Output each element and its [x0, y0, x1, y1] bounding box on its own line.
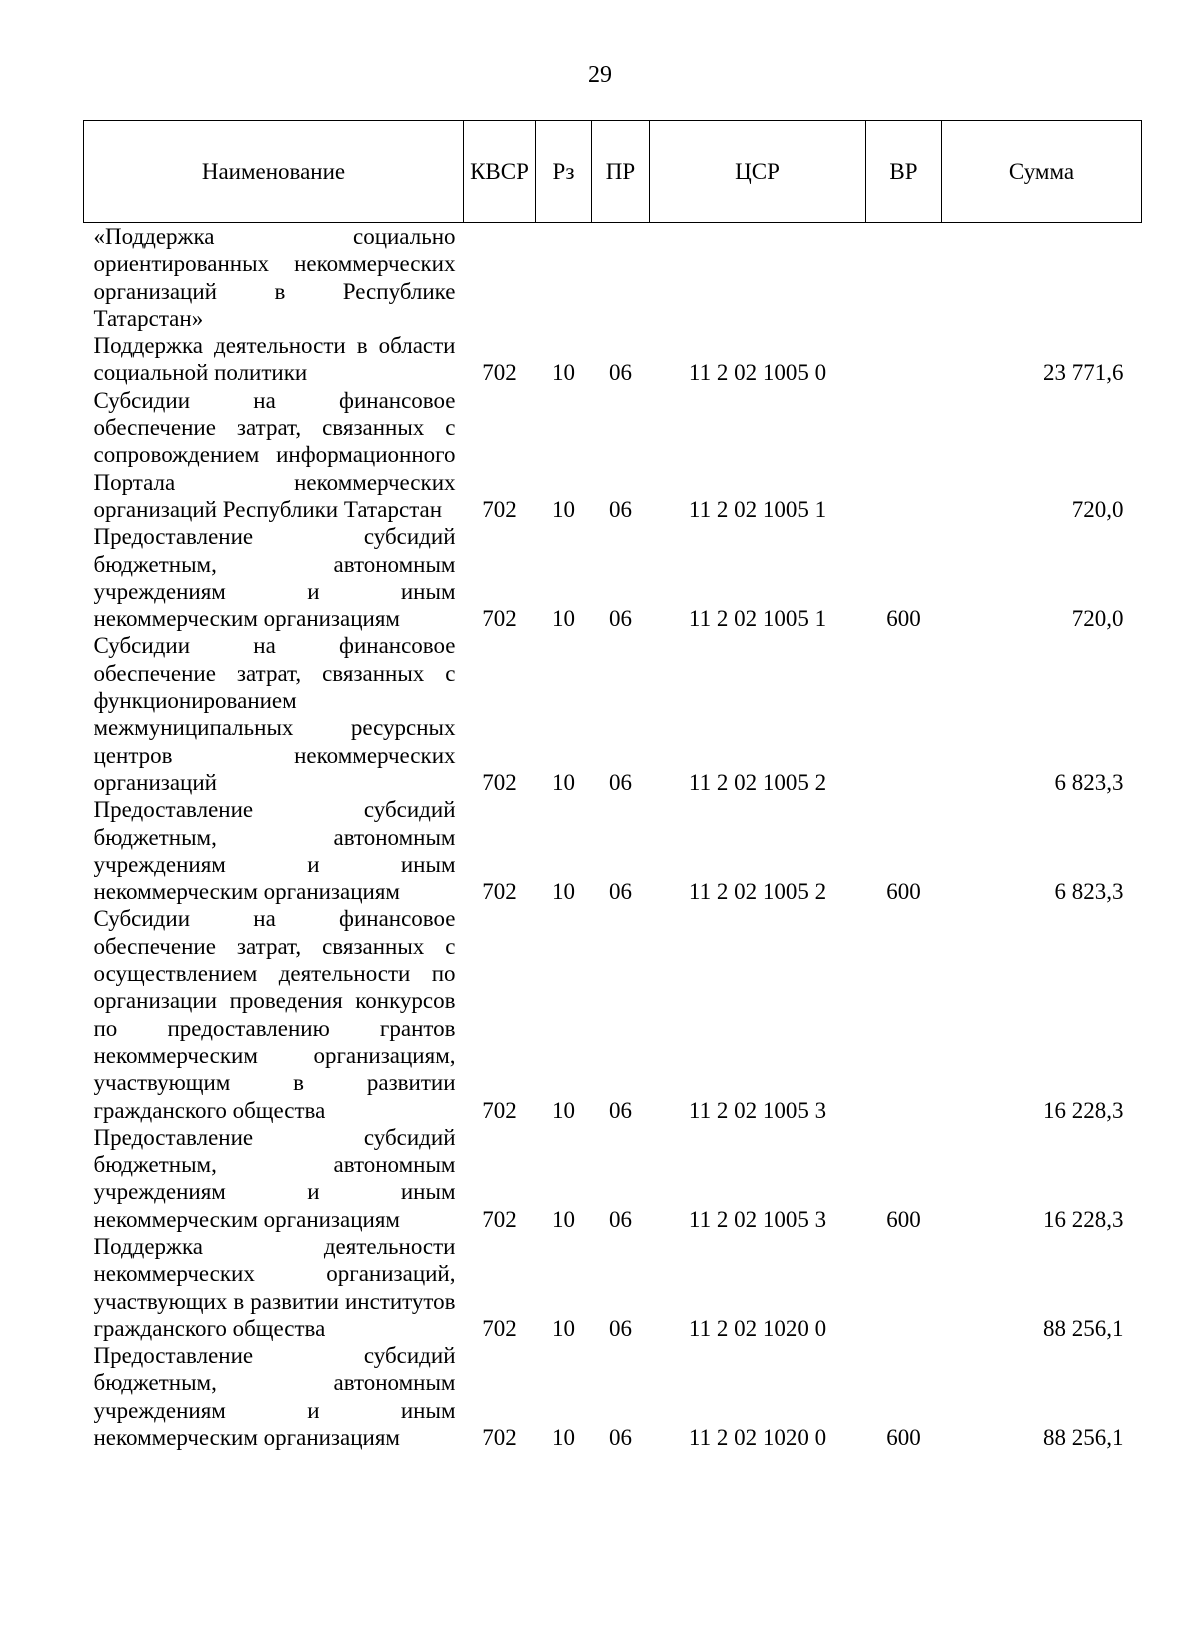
row-pr: 06: [609, 879, 632, 905]
row-rz: 10: [552, 606, 575, 632]
row-csr: 11 2 02 1005 1: [688, 496, 827, 522]
row-rz: 10: [552, 879, 575, 905]
header-vr: ВР: [866, 121, 942, 223]
table-row: [84, 387, 1142, 523]
row-pr: 06: [609, 360, 632, 386]
row-rz: 10: [552, 1425, 575, 1451]
table-row: [84, 1342, 1142, 1451]
row-vr: [866, 332, 942, 387]
header-row: [84, 121, 1142, 223]
table-row: [84, 1124, 1142, 1233]
table-header: [84, 121, 1142, 223]
row-sum: 720,0: [1071, 606, 1124, 632]
table-row: [84, 332, 1142, 387]
row-vr: 600: [886, 1206, 921, 1232]
row-name: «Поддержка социально ориентированных некоммерческих организаций в Республике Татарстан»: [93, 224, 456, 331]
row-name: Предоставление субсидий бюджетным, автономным учреждениям и иным некоммерческим организациям: [93, 524, 456, 632]
row-csr: 11 2 02 1020 0: [688, 1315, 827, 1341]
row-csr: 11 2 02 1005 3: [688, 1206, 827, 1232]
row-name: Предоставление субсидий бюджетным, автономным учреждениям и иным некоммерческим организациям: [93, 1124, 456, 1232]
budget-table: [83, 120, 1142, 1451]
row-pr: 06: [609, 1425, 632, 1451]
row-csr: 11 2 02 1005 1: [688, 606, 827, 632]
row-sum: 16 228,3: [1043, 1097, 1124, 1123]
row-csr: 11 2 02 1005 3: [688, 1097, 827, 1123]
row-sum: 88 256,1: [1043, 1425, 1124, 1451]
row-name: Субсидии на финансовое обеспечение затрат, связанных с осуществлением деятельности по организации проведения конкурсов по предоставлению грантов некоммерческим организациям, участвующим в развитии гражданского общества: [93, 906, 456, 1123]
row-csr: 11 2 02 1005 2: [688, 879, 827, 905]
header-sum: Сумма: [942, 121, 1142, 223]
table-row: [84, 1233, 1142, 1342]
row-kvsr: 702: [482, 1315, 517, 1341]
row-vr: [866, 905, 942, 1123]
table-body: [84, 223, 1142, 1452]
row-kvsr: 702: [482, 496, 517, 522]
row-pr: 06: [609, 1206, 632, 1232]
row-rz: 10: [552, 360, 575, 386]
row-sum: 6 823,3: [1054, 769, 1124, 795]
row-kvsr: 702: [482, 879, 517, 905]
row-kvsr: [464, 223, 536, 333]
row-name: Субсидии на финансовое обеспечение затрат, связанных с сопровождением информационного Портала некоммерческих организаций Республики Татарстан: [93, 387, 456, 522]
row-rz: 10: [552, 769, 575, 795]
row-vr: [866, 632, 942, 796]
row-sum: 6 823,3: [1054, 879, 1124, 905]
row-pr: 06: [609, 769, 632, 795]
row-kvsr: 702: [482, 1097, 517, 1123]
row-vr: 600: [886, 1425, 921, 1451]
row-name: Субсидии на финансовое обеспечение затрат, связанных с функционированием межмуниципальных ресурсных центров некоммерческих организаций: [93, 633, 456, 795]
row-pr: 06: [609, 496, 632, 522]
row-rz: 10: [552, 496, 575, 522]
row-pr: 06: [609, 1097, 632, 1123]
header-pr: ПР: [592, 121, 650, 223]
row-pr: [592, 223, 650, 333]
row-kvsr: 702: [482, 360, 517, 386]
row-pr: 06: [609, 606, 632, 632]
table-row: [84, 796, 1142, 905]
row-sum: 88 256,1: [1043, 1315, 1124, 1341]
row-name: Поддержка деятельности некоммерческих организаций, участвующих в развитии институтов гражданского общества: [93, 1233, 456, 1341]
row-sum: 720,0: [1071, 496, 1124, 522]
header-csr: ЦСР: [650, 121, 866, 223]
row-pr: 06: [609, 1315, 632, 1341]
header-rz: Рз: [536, 121, 592, 223]
row-sum: [942, 223, 1142, 333]
row-vr: [866, 1233, 942, 1342]
row-rz: 10: [552, 1206, 575, 1232]
row-vr: [866, 223, 942, 333]
header-kvsr: КВСР: [464, 121, 536, 223]
table-row: [84, 905, 1142, 1123]
row-csr: 11 2 02 1005 0: [688, 360, 827, 386]
row-rz: 10: [552, 1097, 575, 1123]
row-csr: [650, 223, 866, 333]
row-vr: [866, 387, 942, 523]
row-csr: 11 2 02 1005 2: [688, 769, 827, 795]
row-rz: 10: [552, 1315, 575, 1341]
table-row: [84, 223, 1142, 333]
row-name: Предоставление субсидий бюджетным, автономным учреждениям и иным некоммерческим организациям: [93, 1343, 456, 1451]
row-kvsr: 702: [482, 769, 517, 795]
page-number: 29: [588, 62, 612, 88]
row-vr: 600: [886, 606, 921, 632]
row-kvsr: 702: [482, 606, 517, 632]
row-csr: 11 2 02 1020 0: [688, 1425, 827, 1451]
row-name: Поддержка деятельности в области социальной политики: [93, 333, 456, 386]
table-row: [84, 523, 1142, 632]
row-kvsr: 702: [482, 1425, 517, 1451]
row-vr: 600: [886, 879, 921, 905]
row-rz: [536, 223, 592, 333]
row-kvsr: 702: [482, 1206, 517, 1232]
row-name: Предоставление субсидий бюджетным, автономным учреждениям и иным некоммерческим организациям: [93, 797, 456, 905]
row-sum: 16 228,3: [1043, 1206, 1124, 1232]
table-row: [84, 632, 1142, 796]
row-sum: 23 771,6: [1043, 360, 1124, 386]
header-name: Наименование: [84, 121, 464, 223]
